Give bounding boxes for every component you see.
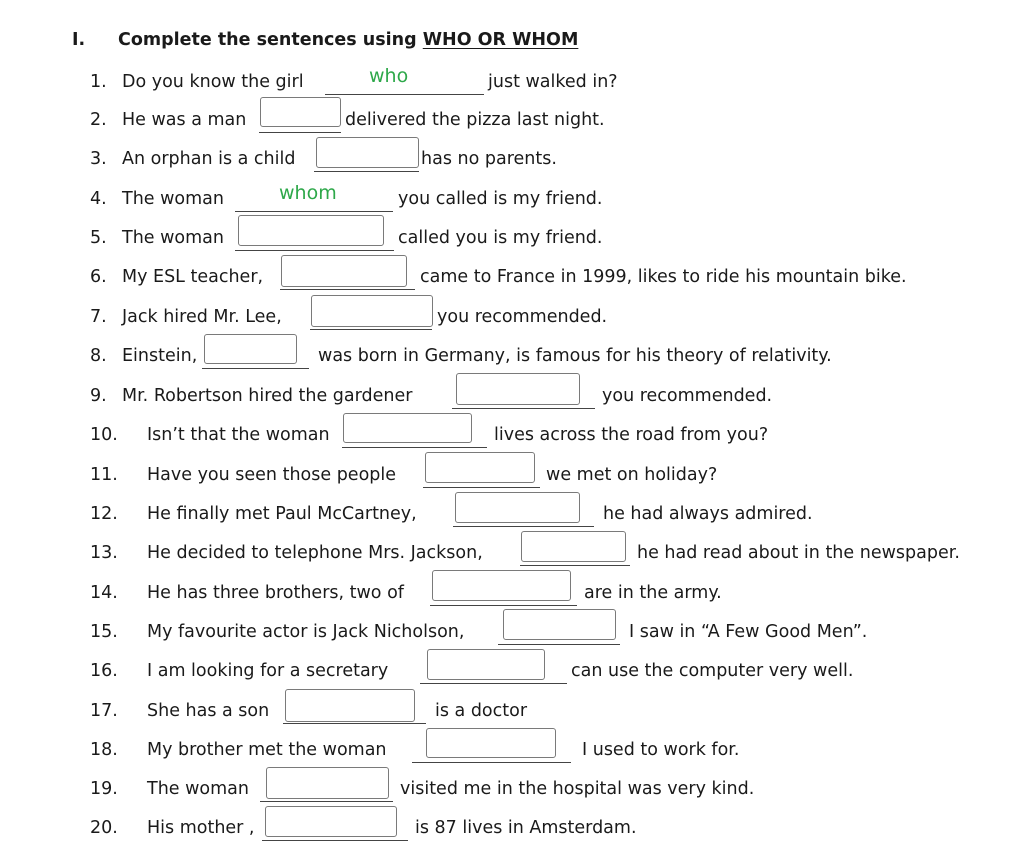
sentence-text-after: we met on holiday? — [546, 465, 718, 485]
sentence-text-after: called you is my friend. — [398, 228, 603, 248]
answer-input-box[interactable] — [432, 570, 571, 601]
item-number: 6. — [90, 267, 107, 287]
sentence-text-before: He was a man — [122, 110, 247, 130]
item-number: 17. — [90, 701, 118, 721]
blank-line — [325, 94, 484, 95]
answer-input-box[interactable] — [281, 255, 407, 287]
blank-line — [260, 801, 393, 802]
sentence-text-before: He finally met Paul McCartney, — [147, 504, 417, 524]
item-number: 11. — [90, 465, 118, 485]
item-number: 20. — [90, 818, 118, 838]
item-number: 3. — [90, 149, 107, 169]
answer-input-box[interactable] — [343, 413, 472, 443]
item-number: 9. — [90, 386, 107, 406]
answer-input-box[interactable] — [311, 295, 433, 327]
sentence-text-after: has no parents. — [421, 149, 557, 169]
item-number: 5. — [90, 228, 107, 248]
sentence-text-after: are in the army. — [584, 583, 722, 603]
sentence-item — [0, 661, 1024, 700]
sentence-text-before: An orphan is a child — [122, 149, 296, 169]
sentence-text-after: you recommended. — [602, 386, 773, 406]
answer-input-box[interactable] — [425, 452, 535, 483]
answer-text[interactable]: who — [369, 65, 409, 87]
sentence-text-before: He has three brothers, two of — [147, 583, 404, 603]
answer-input-box[interactable] — [316, 137, 419, 168]
blank-line — [412, 762, 571, 763]
blank-line — [452, 408, 595, 409]
item-number: 16. — [90, 661, 118, 681]
answer-input-box[interactable] — [260, 97, 341, 127]
sentence-text-before: I am looking for a secretary — [147, 661, 389, 681]
sentence-text-after: came to France in 1999, likes to ride his mountain bike. — [420, 267, 907, 287]
sentence-text-before: His mother , — [147, 818, 255, 838]
answer-input-box[interactable] — [285, 689, 415, 722]
answer-input-box[interactable] — [265, 806, 397, 837]
blank-line — [453, 526, 594, 527]
item-number: 18. — [90, 740, 118, 760]
answer-input-box[interactable] — [521, 531, 626, 562]
answer-input-box[interactable] — [426, 728, 556, 758]
item-number: 1. — [90, 72, 107, 92]
sentence-item — [0, 307, 1024, 346]
sentence-text-before: Jack hired Mr. Lee, — [122, 307, 282, 327]
blank-line — [423, 487, 540, 488]
answer-input-box[interactable] — [266, 767, 389, 799]
answer-text[interactable]: whom — [279, 182, 337, 204]
heading-text: Complete the sentences using — [118, 30, 423, 50]
blank-line — [430, 605, 577, 606]
sentence-item — [0, 182, 1024, 228]
answer-input-box[interactable] — [427, 649, 545, 680]
sentence-text-after: can use the computer very well. — [571, 661, 854, 681]
exercise-heading — [72, 30, 578, 50]
sentence-item — [0, 149, 1024, 188]
sentence-text-before: Isn’t that the woman — [147, 425, 330, 445]
sentence-text-before: He decided to telephone Mrs. Jackson, — [147, 543, 483, 563]
sentence-text-before: Have you seen those people — [147, 465, 397, 485]
sentence-item — [0, 504, 1024, 543]
sentence-text-after: he had read about in the newspaper. — [637, 543, 960, 563]
answer-input-box[interactable] — [204, 334, 297, 364]
section-number: I. — [72, 30, 86, 50]
sentence-text-after: I saw in “A Few Good Men”. — [629, 622, 868, 642]
sentence-text-before: She has a son — [147, 701, 270, 721]
sentence-text-after: lives across the road from you? — [494, 425, 769, 445]
blank-line — [235, 250, 394, 251]
sentence-text-before: The woman — [122, 189, 224, 209]
sentence-text-after: you recommended. — [437, 307, 608, 327]
answer-input-box[interactable] — [503, 609, 616, 640]
item-number: 2. — [90, 110, 107, 130]
sentence-text-before: My brother met the woman — [147, 740, 387, 760]
item-number: 8. — [90, 346, 107, 366]
blank-line — [314, 171, 419, 172]
answer-input-box[interactable] — [456, 373, 580, 405]
sentence-item — [0, 386, 1024, 425]
answer-input-box[interactable] — [455, 492, 580, 523]
heading-emphasis: WHO OR WHOM — [422, 30, 579, 50]
sentence-text-before: The woman — [147, 779, 249, 799]
item-number: 10. — [90, 425, 118, 445]
item-number: 14. — [90, 583, 118, 603]
blank-line — [280, 289, 415, 290]
sentence-text-before: The woman — [122, 228, 224, 248]
sentence-text-after: I used to work for. — [582, 740, 740, 760]
sentence-item — [0, 65, 1024, 111]
blank-line — [283, 723, 426, 724]
blank-line — [342, 447, 487, 448]
blank-line — [520, 565, 630, 566]
blank-line — [420, 683, 567, 684]
blank-line — [310, 329, 432, 330]
item-number: 7. — [90, 307, 107, 327]
item-number: 15. — [90, 622, 118, 642]
item-number: 19. — [90, 779, 118, 799]
sentence-item — [0, 818, 1024, 857]
item-number: 13. — [90, 543, 118, 563]
sentence-text-before: Do you know the girl — [122, 72, 304, 92]
sentence-text-after: you called is my friend. — [398, 189, 603, 209]
blank-line — [235, 211, 393, 212]
answer-input-box[interactable] — [238, 215, 384, 246]
sentence-text-after: visited me in the hospital was very kind. — [400, 779, 755, 799]
item-number: 4. — [90, 189, 107, 209]
sentence-text-before: Einstein, — [122, 346, 198, 366]
sentence-text-before: My favourite actor is Jack Nicholson, — [147, 622, 465, 642]
sentence-text-after: delivered the pizza last night. — [345, 110, 605, 130]
sentence-text-before: Mr. Robertson hired the gardener — [122, 386, 413, 406]
sentence-item — [0, 740, 1024, 779]
sentence-text-after: is 87 lives in Amsterdam. — [415, 818, 637, 838]
blank-line — [259, 132, 341, 133]
sentence-text-after: just walked in? — [488, 72, 618, 92]
sentence-item — [0, 228, 1024, 267]
item-number: 12. — [90, 504, 118, 524]
sentence-item — [0, 267, 1024, 306]
blank-line — [202, 368, 309, 369]
sentence-item — [0, 110, 1024, 149]
sentence-item — [0, 779, 1024, 818]
blank-line — [498, 644, 620, 645]
blank-line — [262, 840, 408, 841]
sentence-text-after: was born in Germany, is famous for his theory of relativity. — [318, 346, 832, 366]
sentence-text-before: My ESL teacher, — [122, 267, 264, 287]
sentence-text-after: is a doctor — [435, 701, 528, 721]
sentence-text-after: he had always admired. — [603, 504, 813, 524]
